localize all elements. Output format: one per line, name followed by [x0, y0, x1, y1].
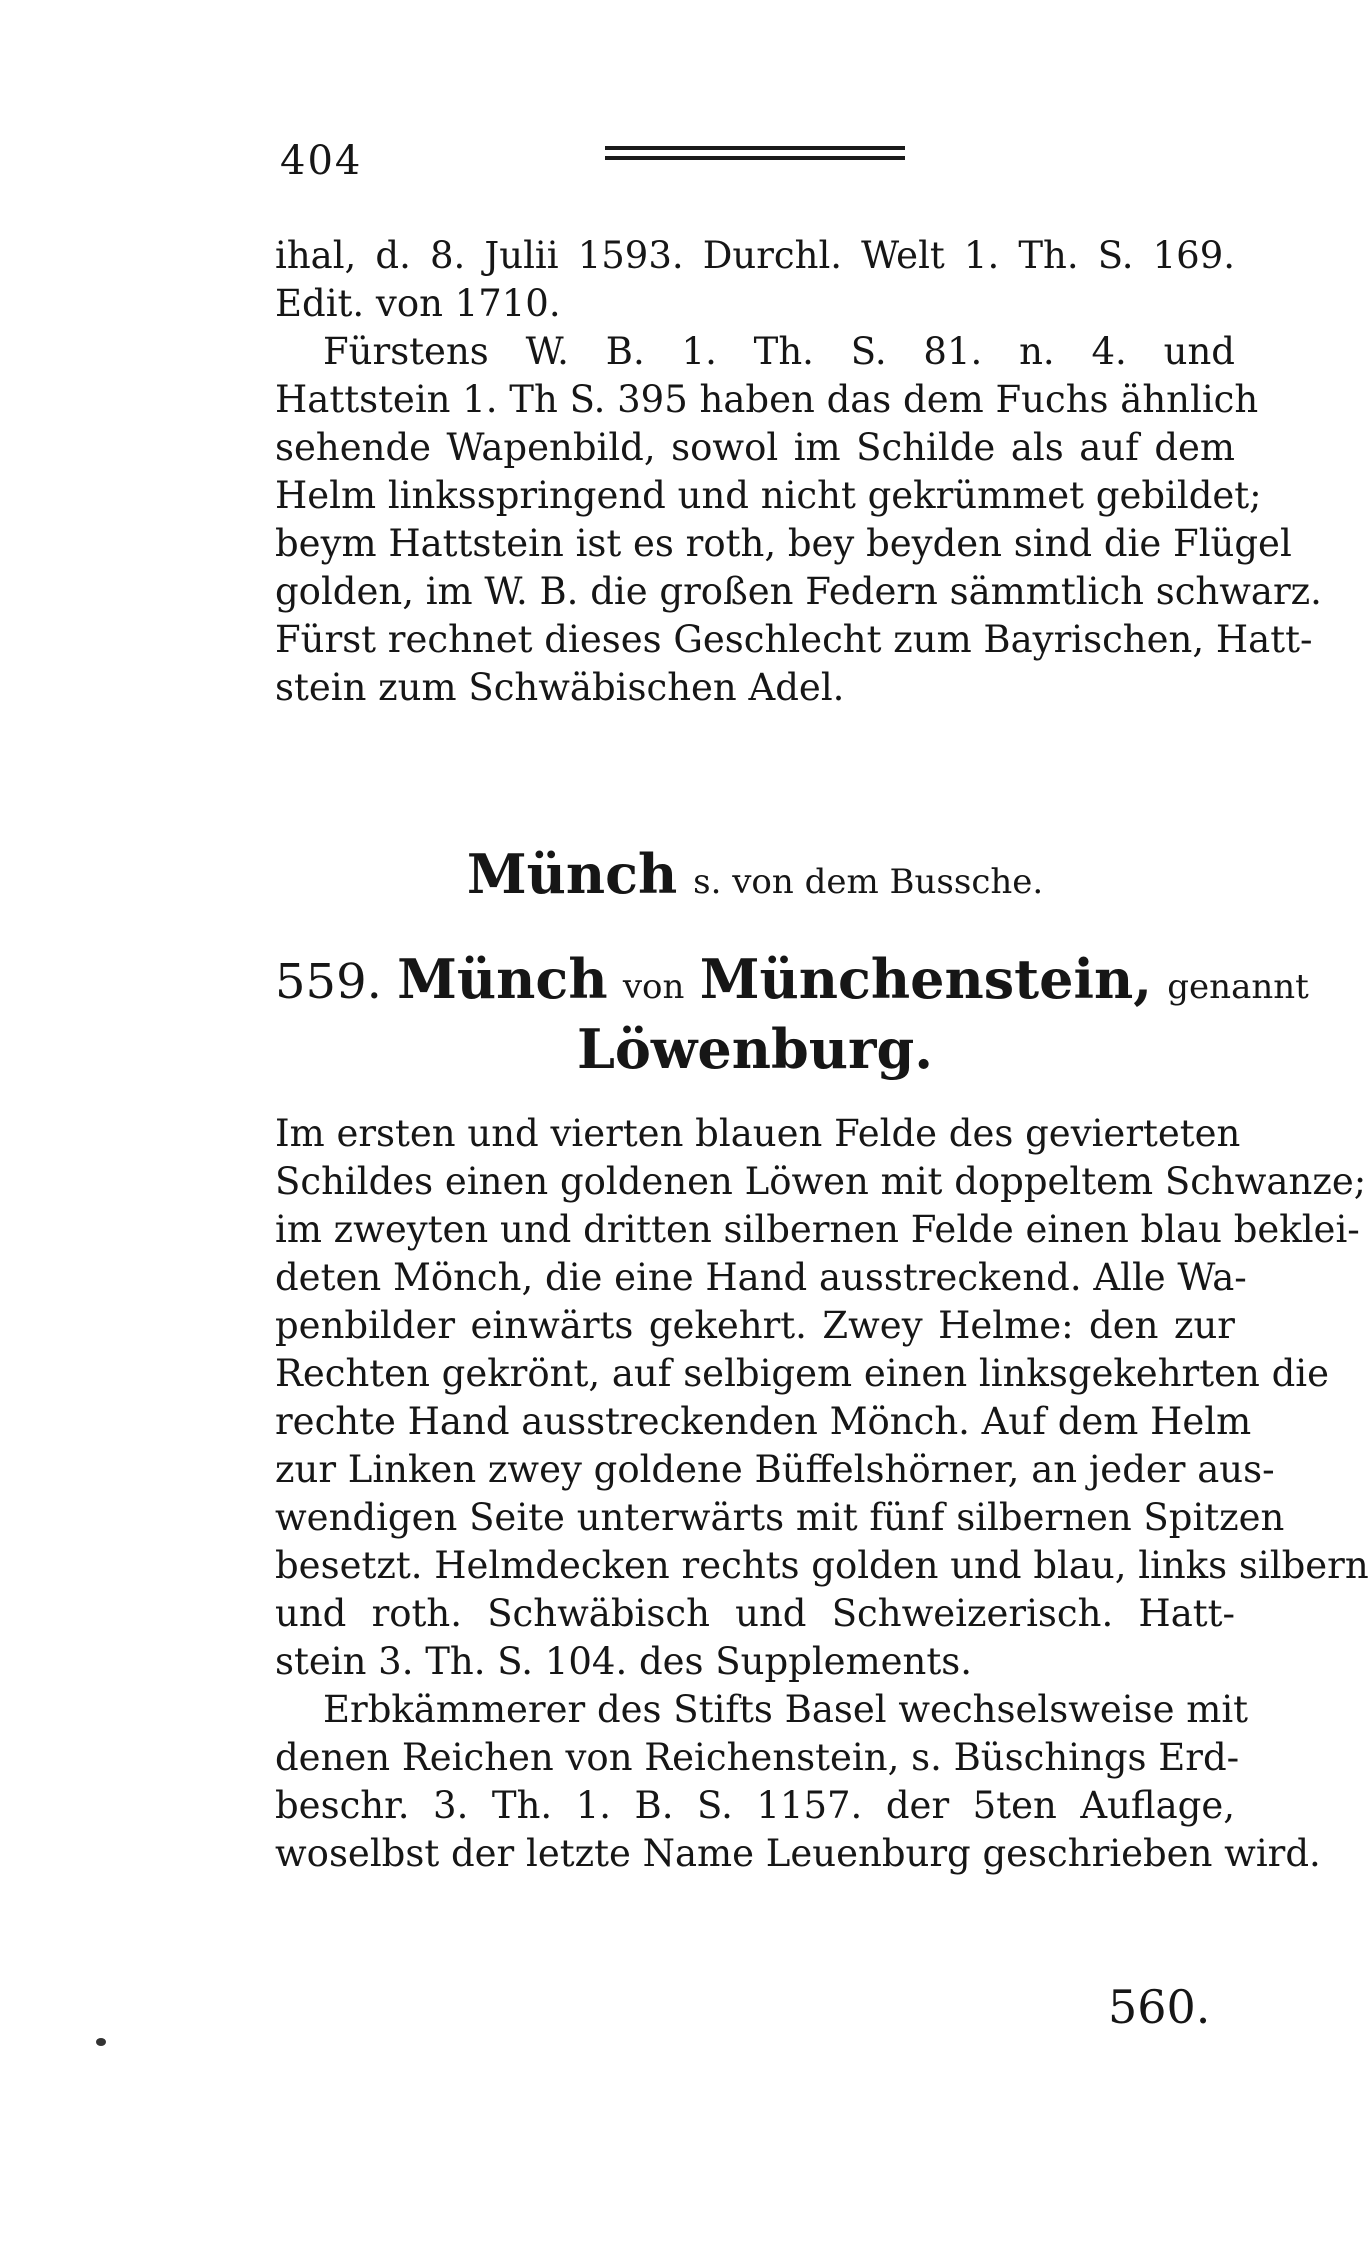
text-line: Fürst rechnet dieses Geschlecht zum Bayrischen, Hatt-	[275, 618, 1313, 661]
entry-place: Münchenstein,	[699, 947, 1153, 1011]
catchword: 560.	[1108, 1980, 1211, 2034]
ink-speck	[96, 2038, 106, 2046]
entry-connector: von	[622, 967, 685, 1007]
crossref-rest: s. von dem Bussche.	[693, 862, 1044, 902]
main-text-block	[275, 1110, 1369, 1878]
text-line: Rechten gekrönt, auf selbigem einen linksgekehrten die	[275, 1352, 1329, 1395]
entry-number: 559.	[275, 954, 382, 1010]
text-line: golden, im W. B. die großen Federn sämmtlich schwarz.	[275, 570, 1322, 613]
text-line: stein 3. Th. S. 104. des Supplements.	[275, 1640, 973, 1683]
text-line: Hattstein 1. Th S. 395 haben das dem Fuchs ähnlich	[275, 378, 1259, 421]
text-line: woselbst der letzte Name Leuenburg geschrieben wird.	[275, 1832, 1321, 1875]
text-line: im zweyten und dritten silbernen Felde einen blau beklei-	[275, 1208, 1360, 1251]
text-line: zur Linken zwey goldene Büffelshörner, an jeder aus-	[275, 1448, 1275, 1491]
text-line: sehende Wapenbild, sowol im Schilde als auf dem	[275, 426, 1235, 469]
text-line: rechte Hand ausstreckenden Mönch. Auf dem Helm	[275, 1400, 1252, 1443]
text-line: Edit. von 1710.	[275, 282, 561, 325]
page-number: 404	[280, 138, 363, 184]
text-line: Fürstens W. B. 1. Th. S. 81. n. 4. und	[323, 330, 1235, 373]
text-line: beschr. 3. Th. 1. B. S. 1157. der 5ten Auflage,	[275, 1784, 1235, 1827]
text-line: deten Mönch, die eine Hand ausstreckend. Alle Wa-	[275, 1256, 1247, 1299]
entry-heading-line-1	[275, 947, 1309, 1018]
text-line: Schildes einen goldenen Löwen mit doppeltem Schwanze;	[275, 1160, 1367, 1203]
top-text-block	[275, 232, 1322, 712]
text-line: beym Hattstein ist es roth, bey beyden sind die Flügel	[275, 522, 1292, 565]
text-line: Erbkämmerer des Stifts Basel wechselsweise mit	[323, 1688, 1249, 1731]
text-line: stein zum Schwäbischen Adel.	[275, 666, 845, 709]
entry-alias: Löwenburg.	[576, 1017, 934, 1081]
page-header	[280, 138, 1240, 198]
entry-name: Münch	[397, 947, 608, 1011]
text-line: penbilder einwärts gekehrt. Zwey Helme: den zur	[275, 1304, 1235, 1347]
text-line: Helm linksspringend und nicht gekrümmet gebildet;	[275, 474, 1262, 517]
crossref-name: Münch	[466, 842, 678, 906]
text-line: wendigen Seite unterwärts mit fünf silbernen Spitzen	[275, 1496, 1285, 1539]
text-line: Im ersten und vierten blauen Felde des gevierteten	[275, 1112, 1241, 1155]
entry-heading	[275, 947, 1309, 1083]
text-line: denen Reichen von Reichenstein, s. Büschings Erd-	[275, 1736, 1240, 1779]
crossref-heading	[275, 842, 1235, 906]
text-line: ihal, d. 8. Julii 1593. Durchl. Welt 1. Th. S. 169.	[275, 234, 1235, 277]
header-rule	[605, 146, 905, 166]
text-line: besetzt. Helmdecken rechts golden und blau, links silbern	[275, 1544, 1369, 1587]
entry-called: genannt	[1167, 967, 1309, 1007]
text-line: und roth. Schwäbisch und Schweizerisch. Hatt-	[275, 1592, 1235, 1635]
entry-heading-line-2	[275, 1018, 1235, 1083]
